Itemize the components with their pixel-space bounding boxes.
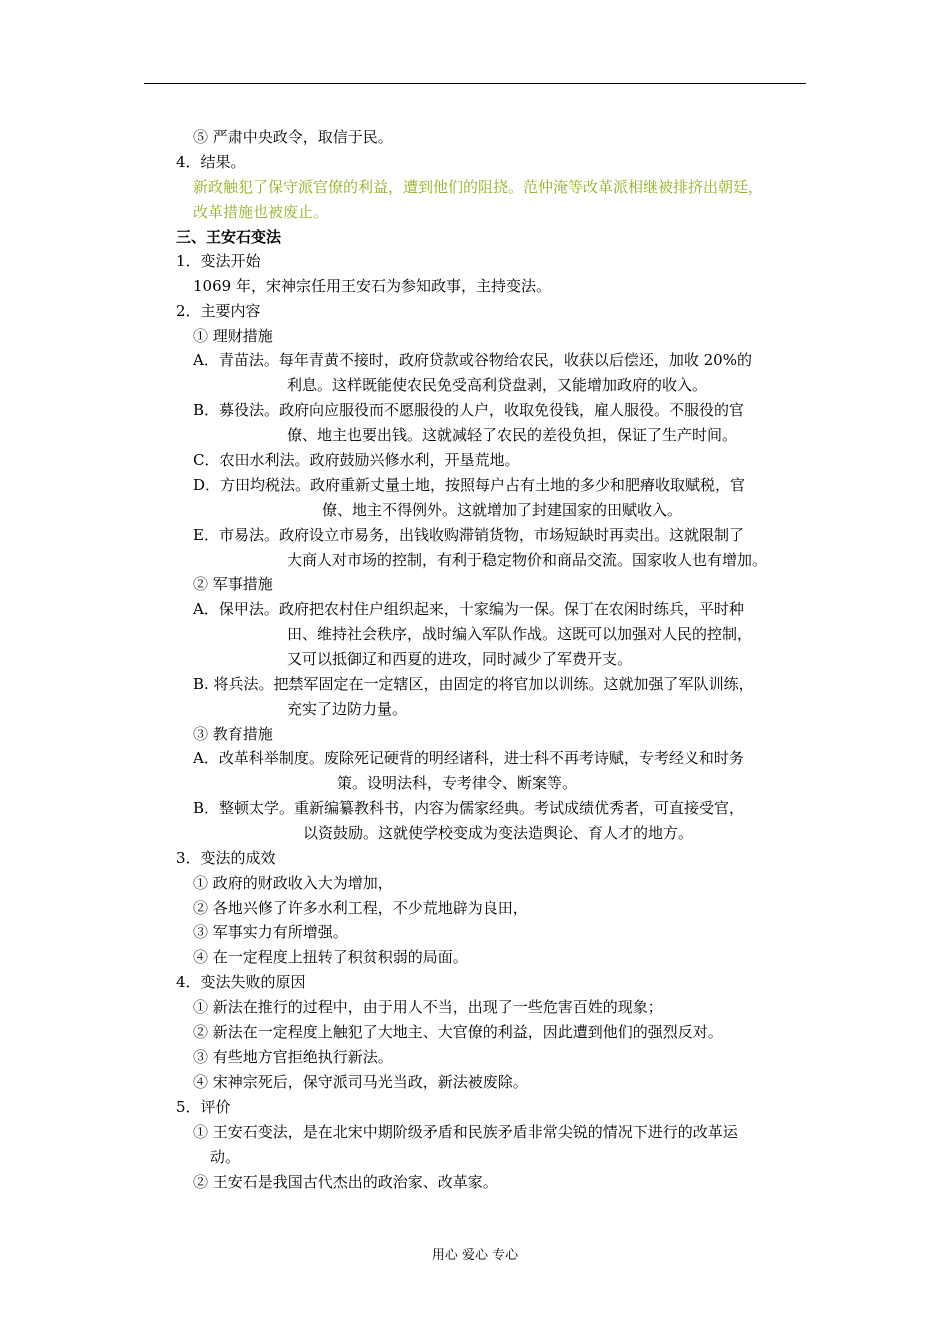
failure-heading: 4．变法失败的原因: [176, 973, 306, 991]
finance-b-line2: 僚、地主也要出钱。这就减轻了农民的差役负担，保证了生产时间。: [287, 426, 738, 444]
education-heading: ③ 教育措施: [193, 725, 273, 743]
result-text-line1: 新政触犯了保守派官僚的利益，遭到他们的阻挠。范仲淹等改革派相继被排挤出朝廷，: [193, 178, 764, 196]
military-a-line2: 田、维持社会秩序，战时编入军队作战。这既可以加强对人民的控制，: [287, 625, 753, 643]
header-rule: [144, 83, 806, 84]
list-item: ④ 宋神宗死后，保守派司马光当政，新法被废除。: [193, 1073, 528, 1091]
list-item: ② 各地兴修了许多水利工程，不少荒地辟为良田，: [193, 899, 528, 917]
evaluation-item-2: ② 王安石是我国古代杰出的政治家、改革家。: [193, 1173, 498, 1191]
page-footer: 用心 爱心 专心: [431, 1248, 519, 1263]
finance-e-line1: E．市易法。政府设立市易务，出钱收购滞销货物，市场短缺时再卖出。这就限制了: [193, 526, 744, 544]
military-a-line1: A．保甲法。政府把农村住户组织起来，十家编为一保。保丁在农闲时练兵，平时种: [193, 600, 744, 618]
evaluation-item-1-line1: ① 王安石变法，是在北宋中期阶级矛盾和民族矛盾非常尖锐的情况下进行的改革运: [193, 1123, 738, 1141]
section-title: 三、王安石变法: [176, 228, 282, 246]
result-text-line2: 改革措施也被废止。: [193, 203, 329, 221]
start-text: 1069 年，宋神宗任用王安石为参知政事，主持变法。: [193, 277, 551, 295]
finance-d-line2: 僚、地主不得例外。这就增加了封建国家的田赋收入。: [322, 501, 683, 519]
list-item: ③ 军事实力有所增强。: [193, 923, 348, 941]
list-item: ④ 在一定程度上扭转了积贫积弱的局面。: [193, 948, 468, 966]
list-item: ② 新法在一定程度上触犯了大地主、大官僚的利益，因此遭到他们的强烈反对。: [193, 1023, 723, 1041]
finance-heading: ① 理财措施: [193, 327, 273, 345]
finance-d-line1: D．方田均税法。政府重新丈量土地，按照每户占有土地的多少和肥瘠收取赋税，官: [193, 476, 746, 494]
evaluation-heading: 5．评价: [176, 1098, 231, 1116]
list-item: ① 政府的财政收入大为增加，: [193, 874, 393, 892]
finance-a-line1: A．青苗法。每年青黄不接时，政府贷款或谷物给农民，收获以后偿还，加收 20%的: [193, 351, 752, 369]
military-heading: ② 军事措施: [193, 575, 273, 593]
education-a-line1: A．改革科举制度。废除死记硬背的明经诸科，进士科不再考诗赋，专考经义和时务: [193, 749, 744, 767]
finance-e-line2: 大商人对市场的控制，有利于稳定物价和商品交流。国家收人也有增加。: [287, 551, 768, 569]
education-b-line2: 以资鼓励。这就使学校变成为变法造舆论、育人才的地方。: [303, 824, 694, 842]
finance-a-line2: 利息。这样既能使农民免受高利贷盘剥，又能增加政府的收入。: [287, 376, 708, 394]
military-a-line3: 又可以抵御辽和西夏的进攻，同时减少了军费开支。: [287, 650, 633, 668]
finance-b-line1: B．募役法。政府向应服役而不愿服役的人户，收取免役钱，雇人服役。不服役的官: [193, 401, 745, 419]
military-b-line1: B. 将兵法。把禁军固定在一定辖区，由固定的将官加以训练。这就加强了军队训练，: [193, 675, 754, 693]
list-item: ③ 有些地方官拒绝执行新法。: [193, 1048, 393, 1066]
education-a-line2: 策。设明法科，专考律令、断案等。: [337, 774, 578, 792]
content-heading: 2．主要内容: [176, 302, 261, 320]
finance-c-line1: C．农田水利法。政府鼓励兴修水利，开垦荒地。: [193, 451, 520, 469]
education-b-line1: B．整顿太学。重新编纂教科书，内容为儒家经典。考试成绩优秀者，可直接受官，: [193, 799, 745, 817]
list-item: ① 新法在推行的过程中，由于用人不当，出现了一些危害百姓的现象；: [193, 998, 663, 1016]
effect-heading: 3．变法的成效: [176, 849, 276, 867]
military-b-line2: 充实了边防力量。: [287, 700, 408, 718]
result-heading: 4．结果。: [176, 153, 246, 171]
evaluation-item-1-line2: 动。: [210, 1148, 241, 1166]
start-heading: 1．变法开始: [176, 252, 261, 270]
reform-item-5: ⑤ 严肃中央政令，取信于民。: [193, 128, 393, 146]
